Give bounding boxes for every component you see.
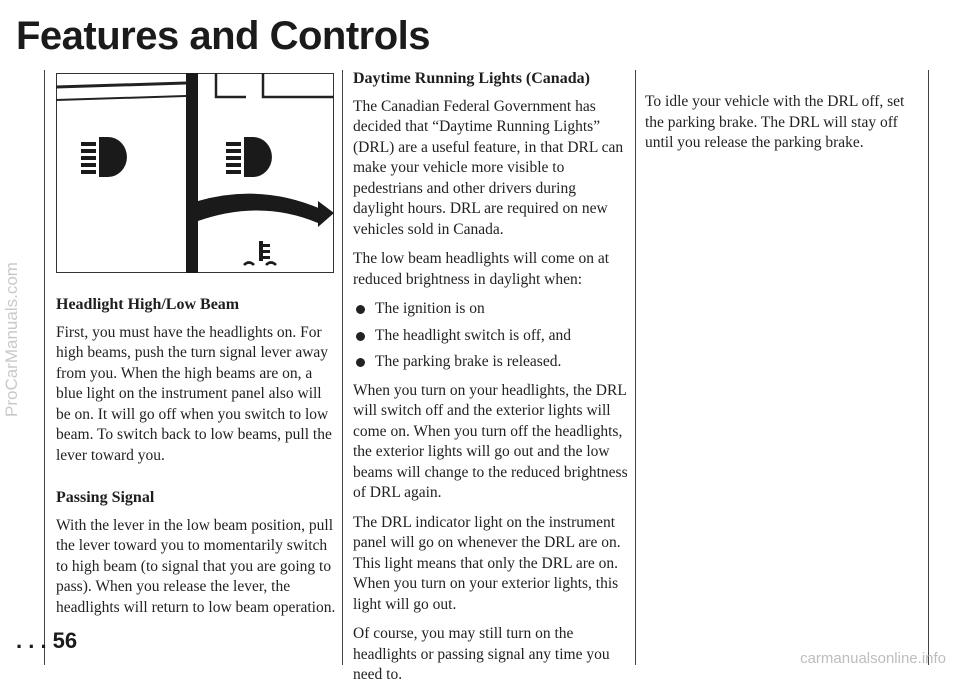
drl-paragraph-4: The DRL indicator light on the instrument panel will go on whenever the DRL are on. This light means that only the DRL are on. When you turn on your exterior lights, this light will go out. (353, 513, 621, 613)
watermark-bottom: carmanualsonline.info (800, 650, 946, 667)
high-beam-indicator-icon (226, 137, 272, 177)
list-item: The ignition is on (353, 299, 629, 320)
column-divider-far-right (928, 70, 929, 665)
column-right (645, 92, 920, 163)
column-middle (353, 69, 629, 695)
idle-paragraph: To idle your vehicle with the DRL off, set the parking brake. The DRL will stay off until you release the parking brake. (645, 93, 905, 151)
drl-paragraph-1: The Canadian Federal Government has decided that “Daytime Running Lights” (DRL) are a useful feature, in that DRL can make your vehicle more visible to pedestrians and other drivers during daylight hours. DRL are required on new vehicles sold in Canada. (353, 97, 624, 238)
headlight-beam-heading: Headlight High/Low Beam (56, 296, 240, 313)
drl-paragraph-3: When you turn on your headlights, the DRL will switch off and the exterior lights will come on. When you turn off the headlights, the exterior lights will go out and the low beams will change to the reduced brightness of DRL again. (353, 381, 628, 501)
column-divider-middle (342, 70, 343, 665)
high-beam-indicator-icon (81, 137, 127, 177)
list-item: The headlight switch is off, and (353, 326, 629, 347)
drl-paragraph-2: The low beam headlights will come on at reduced brightness in daylight when: (353, 250, 610, 288)
passing-signal-paragraph: With the lever in the low beam position, pull the lever toward you to momentarily switch to high beam (to signal that you are going to pass). When you release the lever, the headlights will return to low beam operation. (56, 516, 336, 616)
page-title: Features and Controls (16, 14, 431, 58)
passing-signal-heading: Passing Signal (56, 489, 155, 506)
page-number: . . . 56 (16, 628, 78, 653)
watermark-left: ProCarManuals.com (2, 262, 21, 418)
drl-heading: Daytime Running Lights (Canada) (353, 70, 590, 87)
drl-conditions-list (353, 299, 629, 373)
column-divider-left (44, 70, 45, 665)
headlight-lever-illustration (56, 73, 334, 273)
headlight-beam-paragraph: First, you must have the headlights on. For high beams, push the turn signal lever away from you. When the high beams are on, a blue light on the instrument panel also will be on. It will go off when you switch to low beam. To switch back to low beams, pull the lever toward you. (56, 323, 332, 464)
column-left (56, 295, 336, 627)
list-item: The parking brake is released. (353, 352, 629, 373)
drl-paragraph-5: Of course, you may still turn on the headlights or passing signal any time you need to. (353, 625, 610, 683)
column-divider-right (635, 70, 636, 665)
